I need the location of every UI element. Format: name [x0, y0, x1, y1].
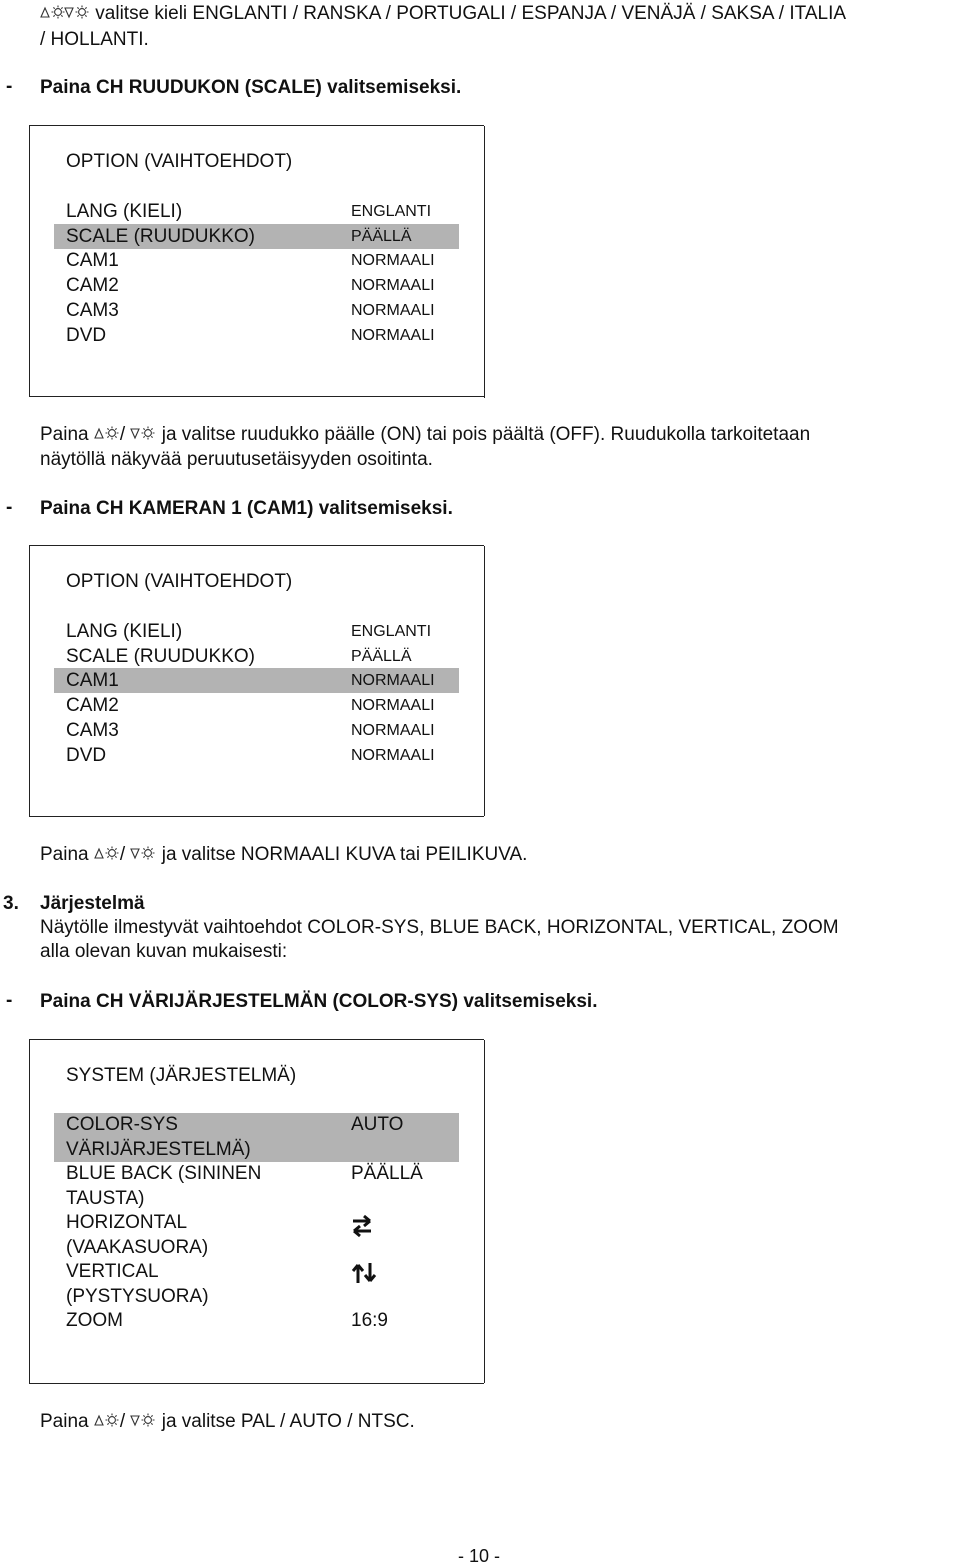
row-value: NORMAALI	[351, 672, 435, 689]
menu-row-scale[interactable]	[54, 224, 459, 249]
menu-row-cam3[interactable]	[54, 718, 459, 743]
row-value: PÄÄLLÄ	[351, 648, 412, 665]
cam-instruction-text: ja valitse NORMAALI KUVA tai PEILIKUVA.	[161, 844, 528, 866]
row-label-cont: VÄRIJÄRJESTELMÄ)	[66, 1138, 251, 1160]
row-value: NORMAALI	[351, 697, 435, 714]
menu-row-cam1[interactable]	[54, 248, 459, 273]
row-label: SCALE (RUUDUKKO)	[66, 646, 255, 667]
menu-border	[484, 1040, 485, 1383]
bullet-dash: -	[6, 497, 13, 518]
slash: /	[119, 844, 126, 866]
row-value: PÄÄLLÄ	[351, 228, 412, 245]
menu-row-scale[interactable]	[54, 644, 459, 669]
slash: /	[119, 424, 126, 446]
bullet-dash: -	[6, 990, 13, 1011]
paina-label: Paina	[40, 1411, 89, 1433]
section-text-cont: alla olevan kuvan mukaisesti:	[40, 941, 288, 962]
system-instruction-text: ja valitse PAL / AUTO / NTSC.	[161, 1411, 415, 1433]
system-instruction	[40, 1410, 415, 1434]
row-value: PÄÄLLÄ	[351, 1163, 423, 1184]
row-label: HORIZONTAL	[66, 1212, 188, 1233]
language-text: valitse kieli ENGLANTI / RANSKA / PORTUGALI / ESPANJA / VENÄJÄ / SAKSA / ITALIA	[95, 3, 847, 25]
menu-row-vertical[interactable]	[54, 1260, 459, 1309]
row-label-cont: (PYSTYSUORA)	[66, 1285, 209, 1307]
up-brightness-icon	[94, 1410, 120, 1434]
row-label: CAM2	[66, 695, 119, 716]
row-value: 16:9	[351, 1310, 388, 1331]
row-value: NORMAALI	[351, 277, 435, 294]
language-line	[40, 2, 846, 26]
menu-row-dvd[interactable]	[54, 323, 459, 348]
row-label: CAM3	[66, 300, 119, 321]
menu-row-dvd[interactable]	[54, 743, 459, 768]
menu-border	[484, 546, 485, 816]
row-label-cont: (VAAKASUORA)	[66, 1236, 209, 1258]
row-label: CAM1	[66, 250, 119, 271]
down-brightness-icon	[130, 1410, 156, 1434]
slash: /	[119, 1411, 126, 1433]
up-brightness-icon	[40, 2, 66, 26]
menu-row-zoom[interactable]	[54, 1309, 459, 1334]
row-value: NORMAALI	[351, 327, 435, 344]
horizontal-flip-icon	[350, 1213, 374, 1245]
row-label: ZOOM	[66, 1310, 123, 1331]
row-label: LANG (KIELI)	[66, 621, 183, 642]
section-text: Näytölle ilmestyvät vaihtoehdot COLOR-SYS, BLUE BACK, HORIZONTAL, VERTICAL, ZOOM	[40, 917, 839, 938]
row-value: NORMAALI	[351, 302, 435, 319]
menu-title: SYSTEM (JÄRJESTELMÄ)	[66, 1065, 297, 1086]
section-number: 3.	[3, 893, 19, 914]
menu-row-cam2[interactable]	[54, 273, 459, 298]
row-label: VERTICAL	[66, 1261, 159, 1282]
row-value: ENGLANTI	[351, 203, 432, 220]
down-brightness-icon	[130, 423, 156, 447]
menu-row-color-sys[interactable]	[54, 1113, 459, 1162]
row-value: NORMAALI	[351, 747, 435, 764]
scale-instruction	[40, 423, 810, 447]
paina-label: Paina	[40, 424, 89, 446]
system-menu	[29, 1039, 484, 1384]
row-label: LANG (KIELI)	[66, 201, 183, 222]
row-label: DVD	[66, 325, 107, 346]
menu-row-lang[interactable]	[54, 199, 459, 224]
bullet-dash: -	[6, 76, 13, 97]
row-label: DVD	[66, 745, 107, 766]
row-label: CAM2	[66, 275, 119, 296]
down-brightness-icon	[130, 843, 156, 867]
press-cam1-instruction: Paina CH KAMERAN 1 (CAM1) valitsemiseksi.	[40, 498, 453, 519]
option-menu-scale	[29, 125, 484, 397]
row-label: COLOR-SYS	[66, 1114, 178, 1135]
menu-row-cam2[interactable]	[54, 693, 459, 718]
scale-instruction-cont: näytöllä näkyvää peruutusetäisyyden osoitinta.	[40, 449, 433, 470]
language-text-cont: / HOLLANTI.	[40, 29, 149, 50]
menu-row-blue-back[interactable]	[54, 1162, 459, 1211]
scale-instruction-text: ja valitse ruudukko päälle (ON) tai pois päältä (OFF). Ruudukolla tarkoitetaan	[161, 424, 811, 446]
row-label-cont: TAUSTA)	[66, 1187, 145, 1209]
paina-label: Paina	[40, 844, 89, 866]
menu-row-cam1[interactable]	[54, 668, 459, 693]
row-value: NORMAALI	[351, 252, 435, 269]
press-color-instruction: Paina CH VÄRIJÄRJESTELMÄN (COLOR-SYS) valitsemiseksi.	[40, 991, 598, 1012]
option-menu-cam1	[29, 545, 484, 817]
down-brightness-icon	[64, 2, 90, 26]
menu-border	[484, 126, 485, 398]
menu-row-cam3[interactable]	[54, 298, 459, 323]
vertical-flip-icon	[350, 1261, 380, 1291]
cam-instruction	[40, 843, 527, 867]
menu-row-horizontal[interactable]	[54, 1211, 459, 1260]
row-value: AUTO	[351, 1114, 404, 1135]
row-label: BLUE BACK (SININEN	[66, 1163, 262, 1184]
row-label: SCALE (RUUDUKKO)	[66, 226, 255, 247]
section-heading: Järjestelmä	[40, 893, 145, 914]
row-label: CAM3	[66, 720, 119, 741]
row-label: CAM1	[66, 670, 119, 691]
page-number: - 10 -	[458, 1546, 501, 1566]
menu-row-lang[interactable]	[54, 619, 459, 644]
menu-title: OPTION (VAIHTOEHDOT)	[66, 151, 293, 172]
row-value: NORMAALI	[351, 722, 435, 739]
press-scale-instruction: Paina CH RUUDUKON (SCALE) valitsemiseksi.	[40, 77, 462, 98]
row-value: ENGLANTI	[351, 623, 432, 640]
up-brightness-icon	[94, 423, 120, 447]
up-brightness-icon	[94, 843, 120, 867]
menu-title: OPTION (VAIHTOEHDOT)	[66, 571, 293, 592]
